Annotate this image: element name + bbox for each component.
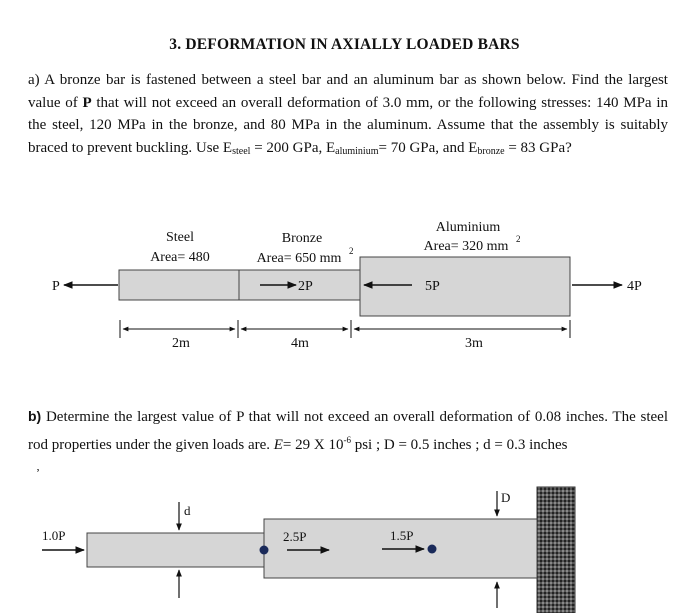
- aluminium-area-superscript: 2: [516, 234, 521, 244]
- figure-a-bar-assembly: [52, 220, 642, 351]
- load-point-left: [260, 546, 269, 555]
- load-2p-label: 2P: [298, 279, 313, 294]
- steel-bar: [119, 270, 239, 300]
- load-p-label: P: [52, 279, 60, 294]
- diameter-D-label: D: [501, 490, 511, 505]
- load-5p-label: 5P: [425, 279, 440, 294]
- aluminium-name-label: Aluminium: [435, 220, 501, 235]
- load-25p-label: 2.5P: [283, 529, 307, 544]
- section-heading: 3. DEFORMATION IN AXIALLY LOADED BARS: [169, 36, 520, 53]
- problem-b-label: b): [28, 408, 42, 424]
- aluminium-area-label: Area= 320 mm: [423, 239, 509, 254]
- aluminium-length-label: 3m: [465, 336, 483, 351]
- diameter-d-label: d: [184, 503, 191, 518]
- aluminium-bar: [360, 257, 570, 316]
- steel-area-label: Area= 480: [150, 250, 210, 265]
- bronze-name-label: Bronze: [281, 231, 323, 246]
- load-1p-label: 1.0P: [42, 528, 66, 543]
- steel-length-label: 2m: [172, 336, 190, 351]
- load-4p-label: 4P: [627, 279, 642, 294]
- bronze-area-superscript: 2: [349, 246, 354, 256]
- figure-b-stepped-rod: [42, 487, 575, 613]
- problem-a-text: a) A bronze bar is fastened between a steel bar and an aluminum bar as shown below. Find the largest value of P that will not exceed an overall deformation of 3.0 mm, or the following stresses: 140 MPa in the steel, 120 MPa in the bronze, and 80 MPa in the aluminum. Assume that the assembly is suitably braced to prevent buckling. Use $E_{steel} = 200$ GPa, $E_{aluminium}= 70$ GPa, and $E_{bronze} = 83$ GPa?: [28, 72, 668, 157]
- problem-a-label: a): [28, 72, 40, 88]
- small-rod-section: [87, 533, 264, 567]
- bronze-area-label: Area= 650 mm: [256, 251, 342, 266]
- load-15p-label: 1.5P: [390, 528, 414, 543]
- fixed-wall: [537, 487, 575, 613]
- bronze-length-label: 4m: [291, 336, 309, 351]
- problem-b-text: b) Determine the largest value of P that will not exceed an overall deformation of 0.08 inches. The steel rod properties under the given loads are. E= 29 X $10^{-6}$ psi ; D = 0.5 inches ; d = 0.3 inches: [28, 408, 668, 453]
- stray-mark: ‚: [36, 459, 40, 473]
- steel-name-label: Steel: [166, 230, 194, 245]
- load-point-right: [428, 545, 437, 554]
